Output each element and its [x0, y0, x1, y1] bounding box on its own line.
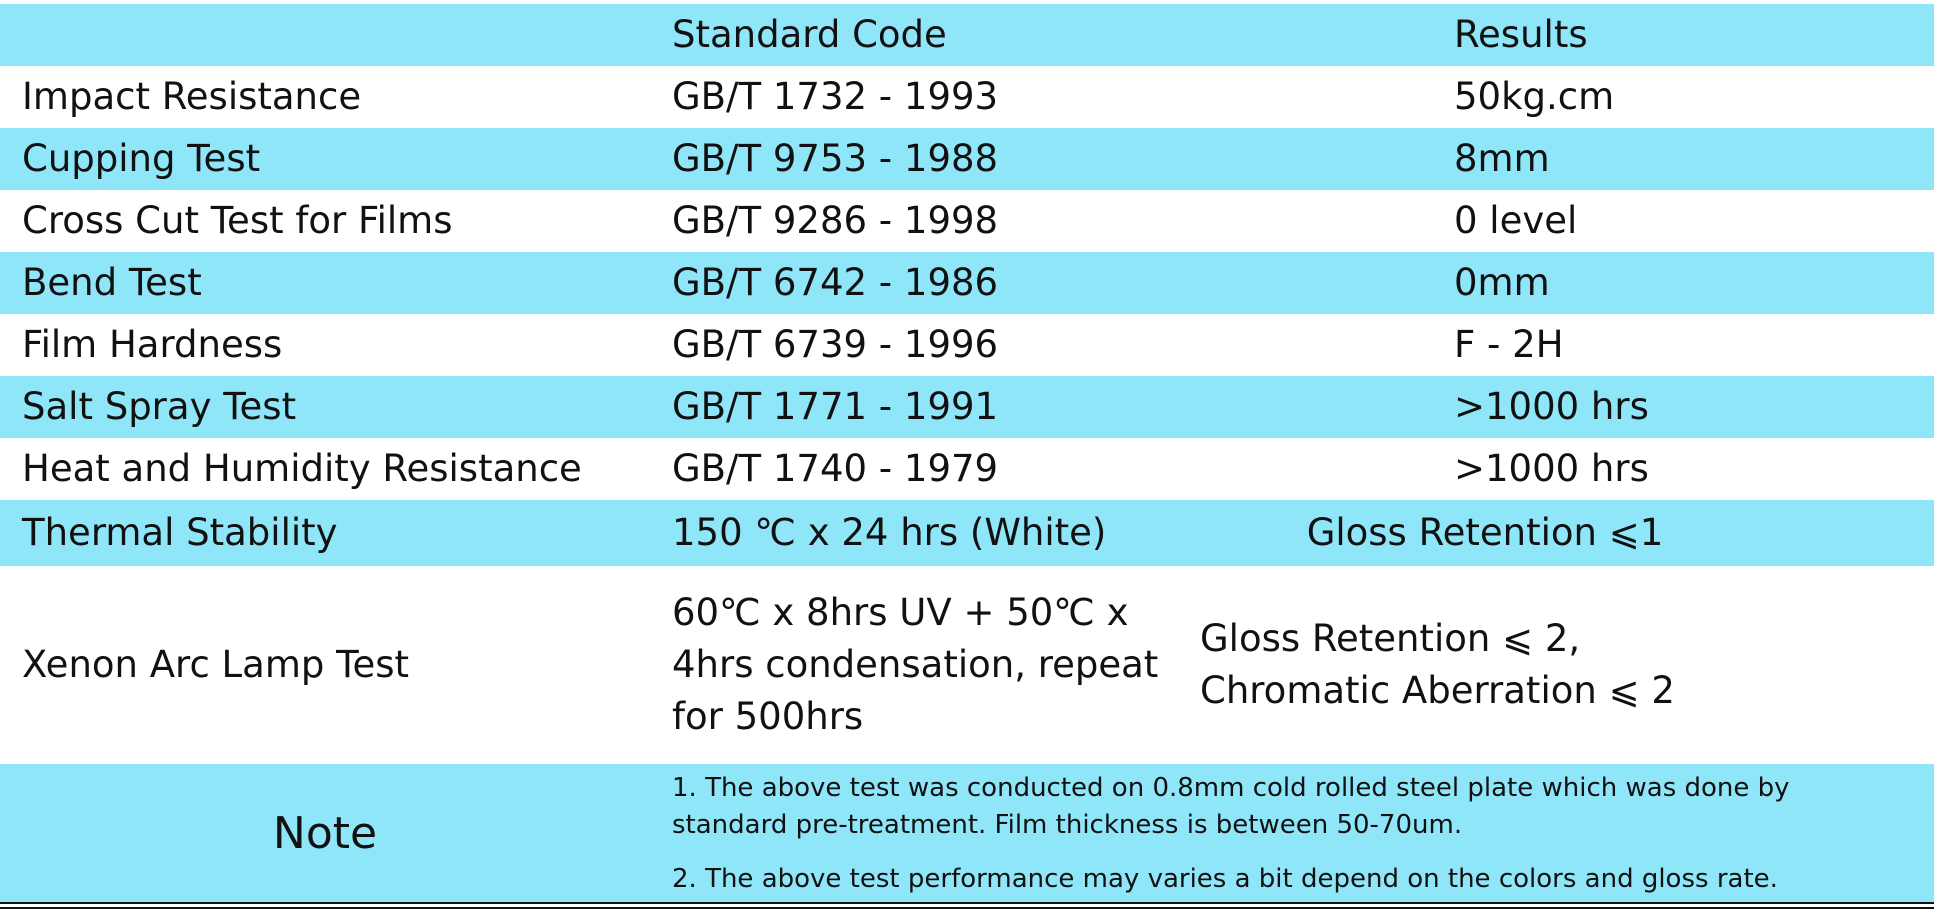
test-results-table-wrapper: [0, 4, 1934, 904]
table-row: [0, 376, 1934, 438]
test-name: Xenon Arc Lamp Test: [0, 566, 650, 764]
result: 8mm: [1170, 128, 1934, 190]
xenon-row: [0, 566, 1934, 764]
note-body: [650, 764, 1934, 904]
result: 0mm: [1170, 252, 1934, 314]
header-standard-code: Standard Code: [650, 4, 1170, 66]
result: >1000 hrs: [1170, 376, 1934, 438]
header-results: Results: [1170, 4, 1934, 66]
result: 0 level: [1170, 190, 1934, 252]
header-test-name: [0, 4, 650, 66]
test-name: Cupping Test: [0, 128, 650, 190]
result: 50kg.cm: [1170, 66, 1934, 128]
test-name: Impact Resistance: [0, 66, 650, 128]
test-results-table: [0, 4, 1934, 904]
test-name: Cross Cut Test for Films: [0, 190, 650, 252]
test-name: Heat and Humidity Resistance: [0, 438, 650, 500]
note-line-2: 2. The above test performance may varies a bit depend on the colors and gloss rate.: [672, 864, 1778, 894]
standard-code: GB/T 6742 - 1986: [650, 252, 1170, 314]
xenon-result-line1: Gloss Retention ⩽ 2,: [1200, 617, 1581, 660]
table-row: [0, 190, 1934, 252]
note-label: Note: [0, 764, 650, 904]
standard-code: GB/T 1771 - 1991: [650, 376, 1170, 438]
result: F - 2H: [1170, 314, 1934, 376]
table-row: [0, 66, 1934, 128]
table-row: [0, 314, 1934, 376]
note-line-1: 1. The above test was conducted on 0.8mm cold rolled steel plate which was done by standard pre-treatment. Film thickness is between 50-70um.: [672, 773, 1790, 840]
xenon-result-line2: Chromatic Aberration ⩽ 2: [1200, 669, 1675, 712]
xenon-result: [1170, 566, 1934, 764]
bottom-rule-double: [0, 907, 1934, 909]
standard-code: GB/T 9286 - 1998: [650, 190, 1170, 252]
result: Gloss Retention ⩽1: [1170, 500, 1934, 566]
bottom-rule: [0, 902, 1934, 904]
test-name: Bend Test: [0, 252, 650, 314]
standard-code: GB/T 1740 - 1979: [650, 438, 1170, 500]
standard-code: GB/T 6739 - 1996: [650, 314, 1170, 376]
standard-code: 150 ℃ x 24 hrs (White): [650, 500, 1170, 566]
note-row: [0, 764, 1934, 904]
test-name: Salt Spray Test: [0, 376, 650, 438]
table-row: [0, 438, 1934, 500]
table-row: [0, 128, 1934, 190]
table-row: [0, 252, 1934, 314]
standard-code: GB/T 9753 - 1988: [650, 128, 1170, 190]
standard-code: GB/T 1732 - 1993: [650, 66, 1170, 128]
test-name: Film Hardness: [0, 314, 650, 376]
result: >1000 hrs: [1170, 438, 1934, 500]
table-row: [0, 500, 1934, 566]
test-name: Thermal Stability: [0, 500, 650, 566]
table-header-row: [0, 4, 1934, 66]
xenon-method: 60℃ x 8hrs UV + 50℃ x 4hrs condensation, repeat for 500hrs: [650, 566, 1170, 764]
